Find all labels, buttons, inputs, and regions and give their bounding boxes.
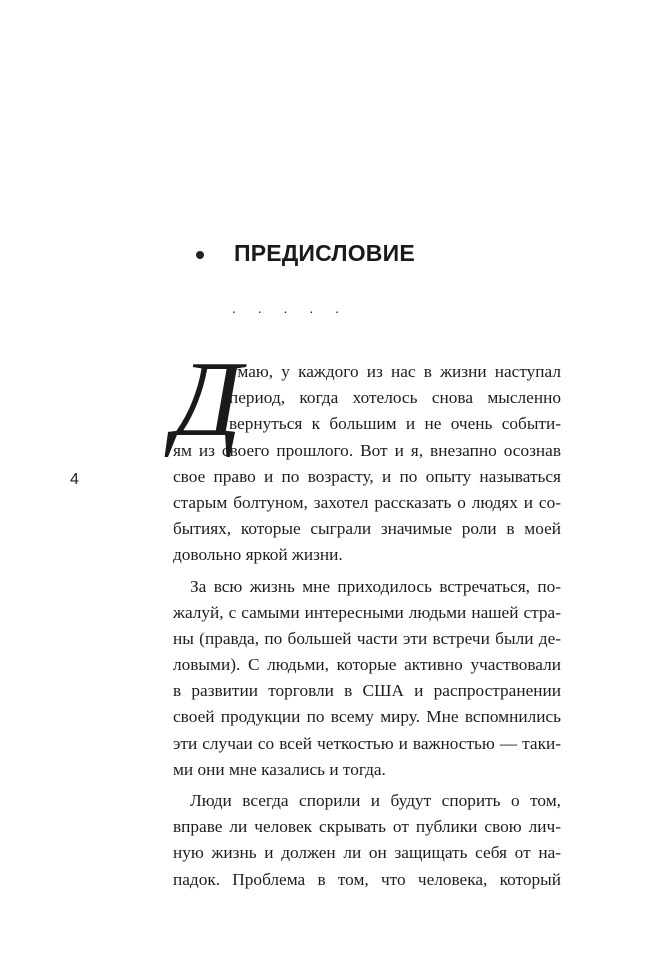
text-line: умаю, у каждого из нас в жизни наступал	[229, 362, 561, 381]
text-line: бытиях, которые сыграли значимые роли в моей	[173, 519, 561, 539]
heading-bullet-icon	[196, 251, 204, 259]
text-line: ловыми). С людьми, которые активно участвовали	[173, 655, 561, 675]
ornament-dots: . . . . .	[232, 300, 349, 316]
text-line: своей продукции по всему миру. Мне вспомнились	[173, 707, 561, 727]
text-line	[173, 574, 561, 600]
text-line: довольно яркой жизни.	[173, 545, 343, 565]
body-text	[173, 359, 561, 893]
text-line: Люди всегда спорили и будут спорить о том,	[190, 791, 561, 810]
text-line: жалуй, с самыми интересными людьми нашей стра-	[173, 602, 561, 622]
text-line-content: За всю жизнь мне приходилось встречаться, по-	[190, 576, 561, 596]
text-line: вернуться к большим и не очень событи-	[229, 414, 561, 434]
text-line: вправе ли человек скрывать от публики свою лич-	[173, 817, 561, 837]
chapter-heading	[196, 240, 415, 267]
text-line: старым болтуном, захотел рассказать о людях и со-	[173, 492, 561, 512]
text-line: ную жизнь и должен ли он защищать себя от на-	[173, 843, 561, 863]
page-number: 4	[70, 471, 79, 488]
text-line: свое право и по возрасту, и по опыту называться	[173, 466, 561, 486]
heading-title: ПРЕДИСЛОВИЕ	[234, 240, 415, 266]
text-line: ми они мне казались и тогда.	[173, 759, 386, 779]
text-line: ям из своего прошлого. Вот и я, внезапно осознав	[173, 440, 561, 460]
text-line: ны (правда, по большей части эти встречи были де-	[173, 628, 561, 648]
text-line: в развитии торговли в США и распространении	[173, 681, 561, 701]
text-line: период, когда хотелось снова мысленно	[229, 388, 561, 408]
text-line: падок. Проблема в том, что человека, который	[173, 869, 561, 889]
drop-cap: Д	[173, 340, 242, 459]
text-line: эти случаи со всей четкостью и важностью — таки-	[173, 733, 561, 753]
